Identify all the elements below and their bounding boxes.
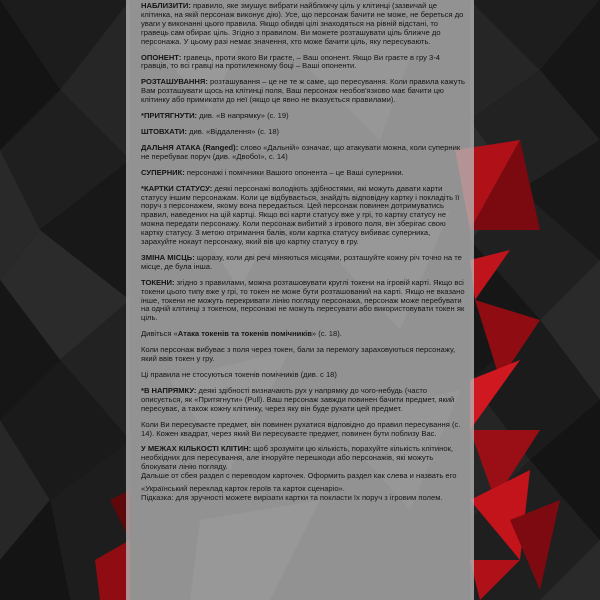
- move-object-note: Коли Ви пересуваєте предмет, він повинен рухатися відповідно до правил пересування (с. 14). Кожен квадрат, через який Ви пересуваєте предмет, повинен бути поблизу Вас.: [141, 419, 461, 438]
- entry-within-spaces: [141, 445, 467, 481]
- entry-text: щоразу, коли дві речі міняються місцями, розташуйте кожну річ точно на те місце, де була інша.: [141, 252, 462, 271]
- entry-text: щоб зрозуміти цю кількість, порахуйте кількість клітинок, необхідних для пересування, але ігноруйте перешкоди або персонажів, які можуть блокувати лінію погляду.: [141, 444, 453, 472]
- entry-term: РОЗТАШУВАННЯ:: [141, 77, 208, 87]
- entry-term: *ПРИТЯГНУТИ:: [141, 111, 198, 121]
- entry-text: див. «В напрямку» (с. 19): [197, 111, 289, 121]
- entry-text: гравець, проти якого Ви граєте, – Ваш опонент. Якщо Ви граєте в гру 3-4 гравців, то всі гравці на протилежному боці – Ваші опоненти.: [141, 52, 440, 71]
- entry-swap: [141, 254, 467, 272]
- entry-term: *В НАПРЯМКУ:: [141, 385, 197, 395]
- entry-enemy: [141, 169, 467, 178]
- entry-approach: [141, 2, 467, 47]
- entry-term: НАБЛИЗИТИ:: [141, 1, 191, 10]
- editor-note: Дальше от сбея раздел с переводом карточек. Оформить раздел как слева и назвать его: [141, 471, 457, 481]
- entry-term: *КАРТКИ СТАТУСУ:: [141, 183, 213, 193]
- entry-placement: [141, 78, 467, 105]
- entry-term: У МЕЖАХ КІЛЬКОСТІ КЛІТИН:: [141, 444, 252, 454]
- see-also-prefix: Дивіться «: [141, 329, 178, 339]
- entry-text: згідно з правилами, можна розташовувати круглі токени на ігровій карті. Якщо всі токени цього типу вже у грі, то токен не може бути розташований на карті. Якщо не вказано інше, токени не можуть перекривати лінію погляду персонажа, персонаж може перебувати на одній клітинці з токеном, персонажі не можуть пересувати або використовувати токен як ціль.: [141, 277, 465, 323]
- entry-status-cards: [141, 185, 467, 247]
- entry-text: деякі персонажі володіють здібностями, які можуть давати карти статусу іншим персонажам. Коли це відбувається, знайдіть відповідну картку і покладіть її поруч з персонажем, якому вона передається. Цей персонаж повинен дотримуватись правил, наведених на цій картці. Якщо всі карти статусу вже у грі, то картку статусу не можна передати персонажу. Коли персонаж вибитий з ігрового поля, він зберігає свою картку статусу. З метою отримання балів, коли картка статусу вибиває суперника, зарахуйте нокаут персонажу, який вів цю картку статусу в гру.: [141, 183, 460, 247]
- entry-term: ШТОВХАТИ:: [141, 126, 187, 136]
- entry-term: ОПОНЕНТ:: [141, 52, 182, 62]
- see-also-note: [141, 330, 467, 339]
- entry-text: слово «Дальній» означає, що атакувати можна, коли суперник не перебуває поруч (див. «Двобої», с. 14): [141, 142, 461, 161]
- entry-text: розташування – це не те ж саме, що пересування. Коли правила кажуть Вам розташувати щось на клітинці поля, Ваш персонаж необов'язково має бачити цю клітинку або примикати до неї (якщо це явно не вказується правилами).: [141, 77, 465, 105]
- entry-term: ТОКЕНИ:: [141, 277, 175, 287]
- token-knockout-note: Коли персонаж вибуває з поля через токен, бали за перемогу зараховуються персонажу, який ввів токен у гру.: [141, 345, 456, 364]
- see-also-reference: Атака токенів та токенів помічників: [177, 329, 312, 339]
- entry-text: див. «Віддалення» (с. 18): [186, 126, 280, 136]
- rules-page: [126, 0, 474, 600]
- entry-ranged-attack: [141, 144, 467, 162]
- entry-push: [141, 128, 467, 137]
- card-hint: Підказка: для зручності можете вирізати картки та покласти їх поруч з ігровим полем.: [141, 492, 443, 502]
- entry-opponent: [141, 54, 467, 72]
- entry-text: персонажі і помічники Вашого опонента – це Ваші суперники.: [184, 167, 404, 177]
- card-section-title: «Український переклад карток героїв та карток сценаріо».: [141, 484, 345, 494]
- helper-token-note: Ці правила не стосуються токенів помічників (див. с 18): [141, 370, 337, 379]
- entry-toward: [141, 387, 467, 414]
- entry-text: деякі здібності визначають рух у напрямку до чого-небудь (часто описується, як «Притягнути» (Pull). Ваш персонаж завжди повинен бачити предмет, який пересуває, а також кожну клітинку, через яку він буде рухати цей предмет.: [141, 385, 455, 413]
- entry-tokens: [141, 279, 467, 324]
- entry-term: ДАЛЬНЯ АТАКА (Ranged):: [141, 142, 239, 152]
- card-translation-block: [141, 485, 467, 503]
- see-also-suffix: » (с. 18).: [311, 329, 342, 339]
- entry-pull: [141, 112, 467, 121]
- entry-term: ЗМІНА МІСЦЬ:: [141, 252, 195, 262]
- entry-term: СУПЕРНИК:: [141, 167, 185, 177]
- entry-text: правило, яке змушує вибрати найближчу ціль у клітинці (зазвичай це клітинка, на якій персонаж виконує дію). Усе, що персонаж бачити не може, не береться до уваги у виконанні цього правила. Якщо обидві цілі знаходяться на рівній відстані, то гравець сам обирає ціль. Згідно з правилом. Ви можете розташувати ціль ближче до персонажа. У цьому разі немає значення, хто може бачити ціль, яку пересувають.: [141, 1, 464, 46]
